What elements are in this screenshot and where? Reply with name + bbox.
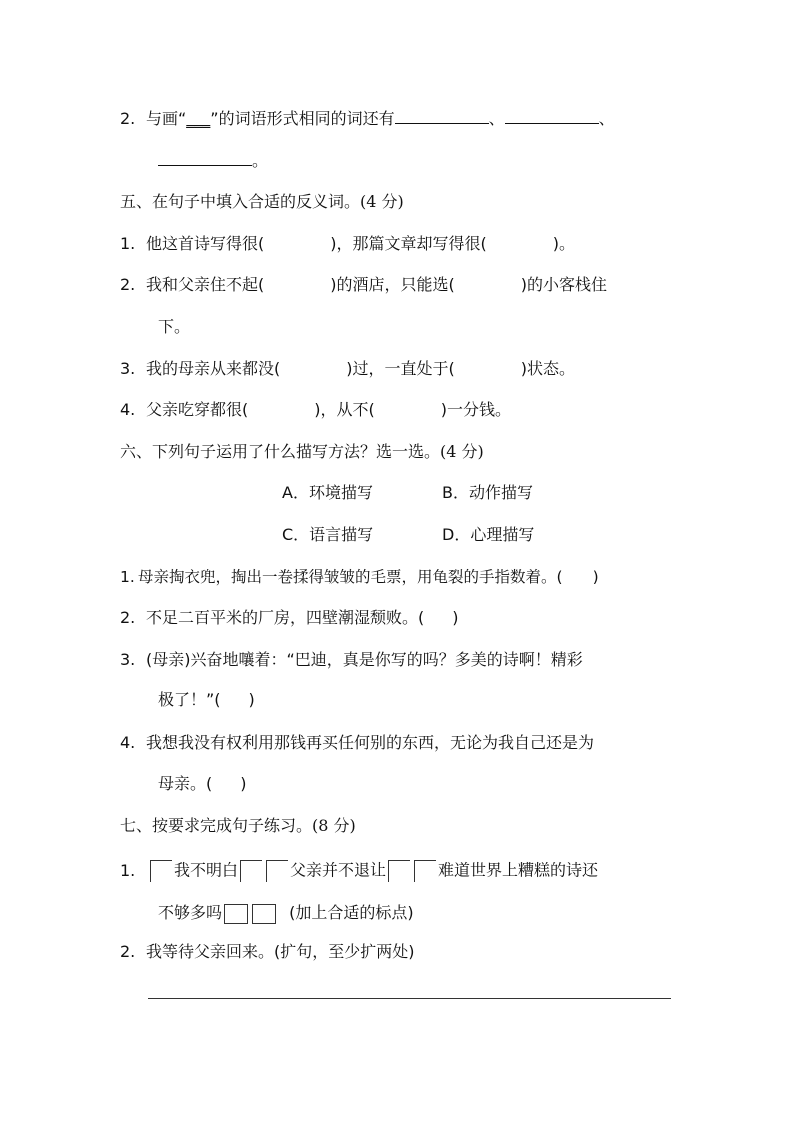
item-text: 我等待父亲回来。 [146,942,275,961]
section7-heading [120,816,356,836]
punctuation-box[interactable] [252,904,276,924]
item-text: )的小客栈住 [520,275,607,294]
separator: 、 [488,109,505,128]
paren-close: ) [452,608,459,627]
punctuation-box[interactable] [240,860,262,882]
item-text: )状态。 [520,359,575,378]
paren-close: ) [240,774,247,793]
section6-heading [120,442,484,462]
s6-item3 [120,650,583,670]
item-text: )。 [552,234,575,253]
section-points: (4 分) [360,192,404,211]
s6-item4 [120,733,594,753]
section-title: 七、按要求完成句子练习。 [120,816,313,835]
answer-blank[interactable] [505,108,599,124]
item-text: 父亲并不退让 [290,860,387,880]
item-text: 母亲掏衣兜，掏出一卷揉得皱皱的毛票，用龟裂的手指数着。( [138,568,563,586]
item-text: )一分钱。 [440,400,511,419]
punctuation-box[interactable] [224,904,248,924]
answer-blank[interactable] [395,108,489,124]
item-number: 1. [120,860,136,880]
punctuation-box[interactable] [388,860,410,882]
section-points: (4 分) [440,442,484,461]
item-text: 不够多吗 [158,903,223,922]
item-number: 2. [120,109,136,128]
s7-item1 [120,860,598,882]
punctuation-box[interactable] [266,860,288,882]
item-text: 父亲吃穿都很( [146,400,249,419]
s7-item2 [120,942,415,962]
option-row-2 [282,525,534,545]
item-text: 我的母亲从来都没( [146,359,281,378]
option-b: B．动作描写 [442,483,533,502]
s5-item2-cont [158,317,190,337]
instruction-hint: (加上合适的标点) [289,903,414,922]
s5-item2 [120,275,607,295]
s5-item4 [120,400,511,420]
separator: 、 [598,109,615,128]
item-text: )，从不( [314,400,375,419]
s6-item4-cont [158,774,247,794]
item-number: 2. [120,608,136,627]
item-text: 下。 [158,317,191,336]
item-text: 我和父亲住不起( [146,275,265,294]
underline-sample: ___ [186,109,211,128]
option-c: C．语言描写 [282,525,374,544]
punctuation-box[interactable] [414,860,436,882]
item-text: (母亲)兴奋地嚷着：“巴迪，真是你写的吗？多美的诗啊！精彩 [146,650,583,669]
section-points: (8 分) [312,816,356,835]
item-text: 母亲。( [158,774,213,793]
q4-item2-line2 [158,150,268,171]
item-text: 难道世界上糟糕的诗还 [438,860,599,880]
item-number: 4. [120,733,136,752]
q4-item2-line1 [120,108,615,129]
s5-item3 [120,359,575,379]
item-text: )过，一直处于( [346,359,455,378]
item-number: 3. [120,359,136,378]
item-text: 不足二百平米的厂房，四壁潮湿颓败。( [146,608,425,627]
item-text: 极了！”( [158,690,221,709]
item-text: 与画“ [146,109,187,128]
item-number: 1. [120,234,136,253]
item-text: )的酒店，只能选( [330,275,455,294]
item-text: 我想我没有权利用那钱再买任何别的东西，无论为我自己还是为 [146,733,595,752]
item-number: 4. [120,400,136,419]
answer-blank[interactable] [158,150,252,166]
paren-close: ) [248,690,255,709]
item-text: 我不明白 [174,860,239,880]
section-title: 六、下列句子运用了什么描写方法？选一选。 [120,442,441,461]
section5-heading [120,192,404,212]
paren-close: ) [592,568,599,586]
answer-line[interactable] [148,998,671,999]
option-row-1 [282,483,533,503]
option-d: D．心理描写 [442,525,535,544]
section-title: 五、在句子中填入合适的反义词。 [120,192,361,211]
item-number: 3. [120,650,136,669]
s6-item3-cont [158,690,255,710]
s6-item1 [120,567,599,587]
punctuation-box[interactable] [150,860,172,882]
item-text: )，那篇文章却写得很( [330,234,487,253]
item-number: 2. [120,275,136,294]
item-text: 他这首诗写得很( [146,234,265,253]
s5-item1 [120,234,575,254]
period: 。 [252,151,269,170]
s6-item2 [120,608,459,628]
option-a: A．环境描写 [282,483,373,502]
instruction-hint: (扩句，至少扩两处) [274,942,415,961]
item-text: ”的词语形式相同的词还有 [210,109,395,128]
item-number: 1. [120,568,135,586]
item-number: 2. [120,942,136,961]
s7-item1-cont [158,903,414,924]
